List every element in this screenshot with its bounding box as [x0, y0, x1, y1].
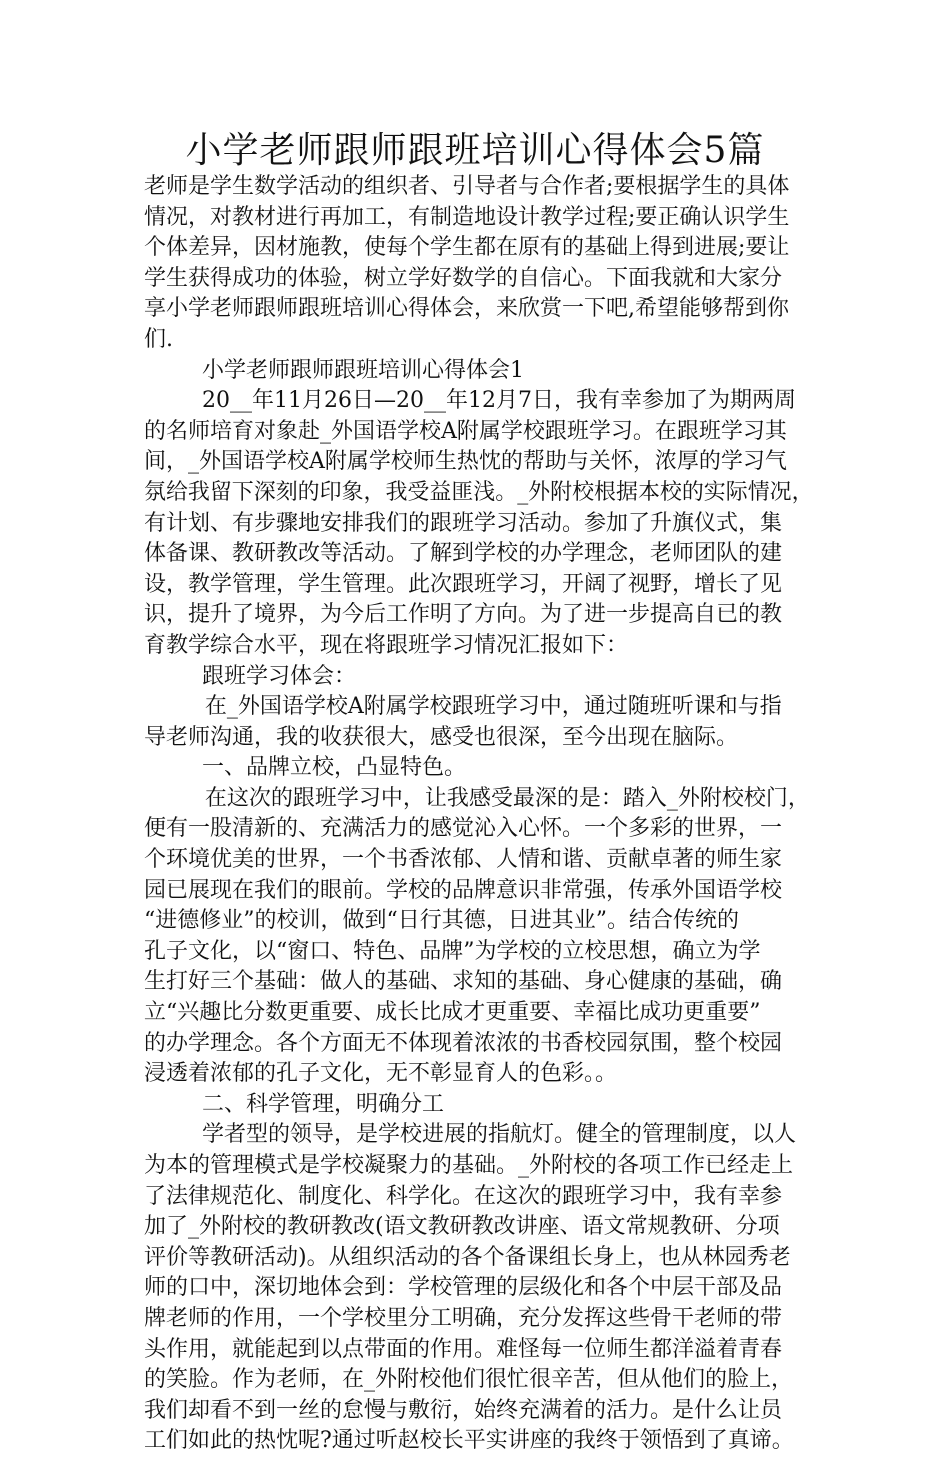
text-line: 小学老师跟师跟班培训心得体会1 — [202, 357, 524, 383]
text-line: 为本的管理模式是学校凝聚力的基础。_外附校的各项工作已经走上 — [144, 1153, 794, 1178]
text-line: 加了_外附校的教研教改(语文教研教改讲座、语文常规教研、分项 — [144, 1214, 780, 1240]
text-line: 牌老师的作用，一个学校里分工明确，充分发挥这些骨干老师的带 — [144, 1305, 783, 1331]
text-line: 我们却看不到一丝的怠慢与敷衍，始终充满着的活力。是什么让员 — [144, 1397, 783, 1423]
document-body — [144, 172, 814, 1457]
text-line: 学生获得成功的体验，树立学好数学的自信心。下面我就和大家分 — [144, 265, 783, 291]
document-title: 小学老师跟师跟班培训心得体会5篇 — [185, 130, 765, 171]
text-line: 二、科学管理，明确分工 — [202, 1091, 445, 1117]
text-line: 间，_外国语学校A附属学校师生热忱的帮助与关怀，浓厚的学习气 — [144, 449, 787, 475]
text-line: 情况，对教材进行再加工，有制造地设计教学过程;要正确认识学生 — [144, 204, 790, 230]
text-line: 设，教学管理，学生管理。此次跟班学习，开阔了视野，增长了见 — [144, 571, 783, 597]
text-line: 体备课、教研教改等活动。了解到学校的办学理念，老师团队的建 — [144, 541, 783, 567]
text-line: 评价等教研活动)。从组织活动的各个备课组长身上，也从林园秀老 — [144, 1244, 791, 1270]
text-line: “进德修业”的校训，做到“日行其德，日进其业”。结合传统的 — [144, 908, 739, 934]
text-line: 识，提升了境界，为今后工作明了方向。为了进一步提高自已的教 — [144, 602, 783, 628]
text-line: 立“兴趣比分数更重要、成长比成才更重要、幸福比成功更重要” — [144, 1000, 761, 1026]
text-line: 孔子文化，以“窗口、特色、品牌”为学校的立校思想，确立为学 — [144, 938, 761, 964]
text-line: 在_外国语学校A附属学校跟班学习中，通过随班听课和与指 — [204, 694, 782, 720]
text-line: 学者型的领导，是学校进展的指航灯。健全的管理制度，以人 — [202, 1122, 797, 1148]
text-line: 园已展现在我们的眼前。学校的品牌意识非常强，传承外国语学校 — [144, 877, 783, 903]
text-line: 的名师培育对象赴_外国语学校A附属学校跟班学习。在跟班学习其 — [144, 418, 787, 444]
text-line: 在这次的跟班学习中，让我感受最深的是：踏入_外附校校门， — [204, 785, 810, 811]
text-line: 们. — [144, 326, 173, 352]
text-line: 老师是学生数学活动的组织者、引导者与合作者;要根据学生的具体 — [144, 174, 790, 199]
text-line: 跟班学习体会： — [202, 663, 357, 689]
text-line: 生打好三个基础：做人的基础、求知的基础、身心健康的基础，确 — [144, 969, 783, 995]
text-line: 的笑脸。作为老师，在_外附校他们很忙很辛苦，但从他们的脸上， — [144, 1367, 794, 1393]
text-line: 20__年11月26日—20__年12月7日，我有幸参加了为期两周 — [202, 388, 796, 414]
text-line: 头作用，就能起到以点带面的作用。难怪每一位师生都洋溢着青春 — [144, 1336, 783, 1362]
text-line: 的办学理念。各个方面无不体现着浓浓的书香校园氛围，整个校园 — [144, 1030, 783, 1056]
text-line: 享小学老师跟师跟班培训心得体会，来欣赏一下吧,希望能够帮到你 — [144, 296, 789, 322]
text-line: 便有一股清新的、充满活力的感觉沁入心怀。一个多彩的世界，一 — [144, 816, 783, 842]
text-line: 氛给我留下深刻的印象，我受益匪浅。_外附校根据本校的实际情况， — [144, 479, 814, 505]
text-line: 育教学综合水平，现在将跟班学习情况汇报如下： — [144, 632, 629, 658]
text-line: 师的口中，深切地体会到：学校管理的层级化和各个中层干部及品 — [144, 1275, 783, 1301]
text-line: 导老师沟通，我的收获很大，感受也很深，至今出现在脑际。 — [144, 724, 739, 750]
text-line: 个体差异，因材施教，使每个学生都在原有的基础上得到进展;要让 — [144, 235, 790, 261]
text-line: 工们如此的热忱呢?通过听赵校长平实讲座的我终于领悟到了真谛。 — [144, 1428, 794, 1454]
text-line: 个环境优美的世界，一个书香浓郁、人情和谐、贡献卓著的师生家 — [144, 847, 783, 873]
text-line: 浸透着浓郁的孔子文化，无不彰显育人的色彩。。 — [144, 1061, 618, 1087]
text-line: 有计划、有步骤地安排我们的跟班学习活动。参加了升旗仪式，集 — [144, 510, 783, 536]
text-line: 了法律规范化、制度化、科学化。在这次的跟班学习中，我有幸参 — [144, 1183, 783, 1209]
text-line: 一、品牌立校，凸显特色。 — [202, 755, 467, 781]
